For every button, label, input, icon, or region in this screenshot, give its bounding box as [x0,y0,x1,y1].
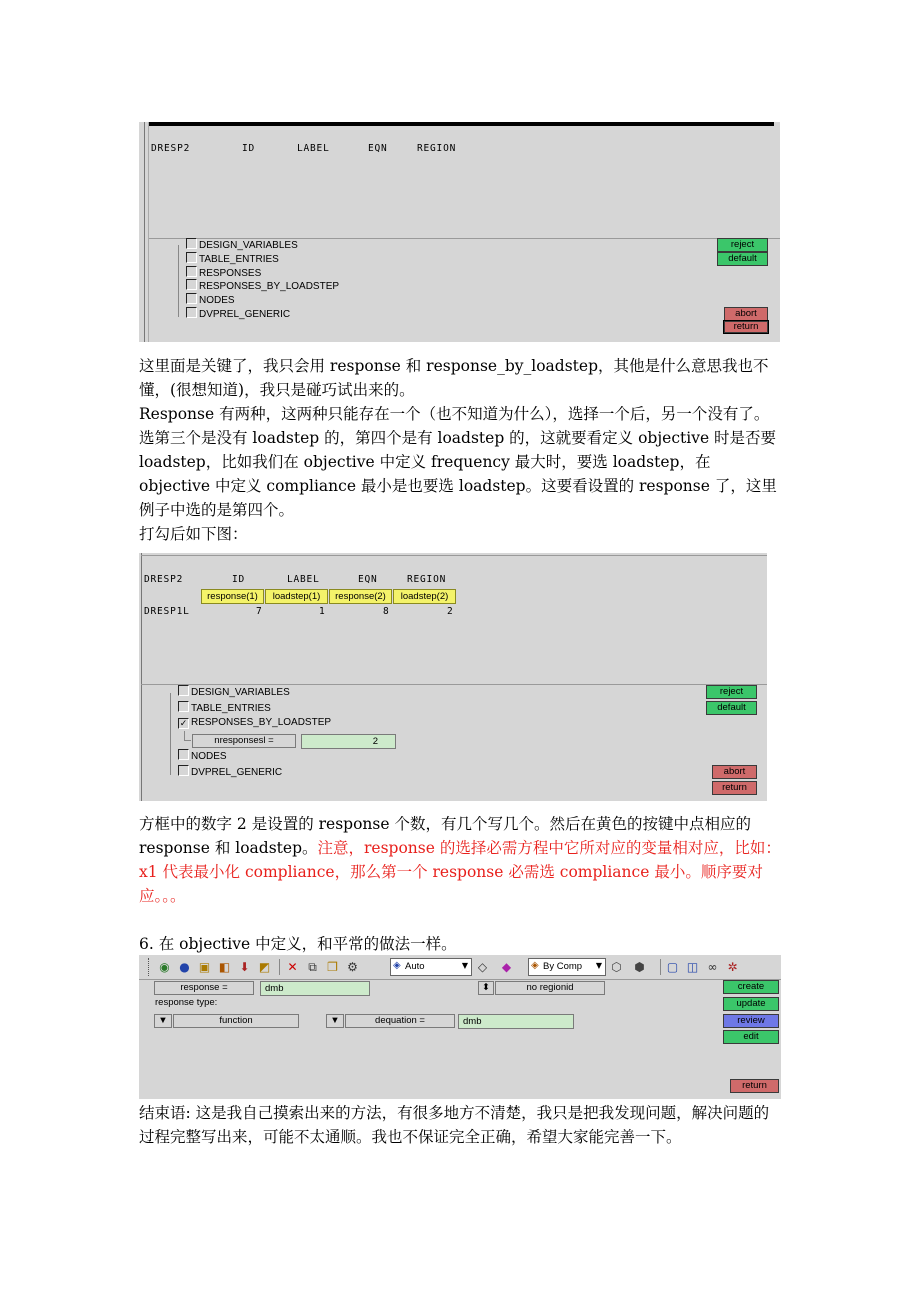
folder-icon[interactable]: ▣ [198,960,211,974]
checkbox-box[interactable] [178,685,189,696]
checkbox-design-variables[interactable] [186,238,298,251]
row-label: DRESP1L [144,606,190,617]
checkbox-dvprel-generic[interactable] [178,765,282,778]
box-icon[interactable]: ▢ [666,960,679,974]
dequation-field[interactable] [458,1014,574,1029]
toolbar-grip [148,958,151,976]
component-icon[interactable]: ● [179,960,190,974]
display-icon[interactable]: ◉ [159,960,170,974]
header-eqn: EQN [368,143,388,154]
checkbox-label: DVPREL_GENERIC [191,767,283,778]
chevron-down-icon: ▼ [595,961,602,970]
row-region: 2 [447,606,454,617]
checkbox-label: RESPONSES [199,268,262,279]
panel-left-border [141,553,142,801]
checkbox-responses[interactable] [186,266,261,279]
abort-button[interactable]: abort [712,765,757,779]
row-id: 7 [256,606,263,617]
checkbox-box[interactable] [186,238,197,249]
response-2-button[interactable]: response(2) [329,589,392,604]
note-warning-text: 注意，response 的选择必需方程中它所对应的变量相对应，比如：x1 代表最小化 compliance，那么第一个 response 必需选 compliance 最小。顺序要对应。。。 [139,839,781,905]
dresp2-objective-panel [139,955,781,1099]
response-value: dmb [265,983,284,994]
checkbox-box[interactable] [178,765,189,776]
loadstep-2-button[interactable]: loadstep(2) [393,589,456,604]
edit-button[interactable]: edit [723,1030,779,1044]
links-icon[interactable]: ∞ [707,960,718,974]
open-icon[interactable]: ◧ [218,960,231,974]
chevron-down-icon: ▼ [461,961,468,970]
tree-line [178,245,179,317]
reject-button[interactable]: reject [706,685,757,699]
panel-top-bar [149,122,774,126]
abort-button[interactable]: abort [724,307,768,321]
toolbar-separator [279,959,280,975]
bycomp-icon: ◈ [531,960,539,971]
paragraph-note [139,812,784,908]
checkbox-responses-by-loadstep[interactable] [178,717,331,730]
checkbox-box[interactable] [186,252,197,263]
nresponses-value: 2 [372,736,378,747]
nresponses-button[interactable]: nresponsesl = [192,734,296,748]
header-id: ID [232,574,246,585]
checkbox-label: DESIGN_VARIABLES [191,687,290,698]
checkbox-label: TABLE_ENTRIES [199,254,279,265]
shaded-icon[interactable]: ⬢ [634,960,645,974]
regionid-button[interactable]: no regionid [495,981,605,995]
auto-icon: ◈ [393,960,401,971]
header-region: REGION [407,574,447,585]
update-button[interactable]: update [723,997,779,1011]
dequation-toggle-icon[interactable]: ▼ [326,1014,344,1028]
default-button[interactable]: default [706,701,757,715]
checkbox-table-entries[interactable] [178,701,271,714]
region-toggle-icon[interactable]: ⬍ [478,981,494,995]
bycomp-dropdown[interactable] [528,958,606,976]
row-eqn: 8 [383,606,390,617]
panel-top-border [141,555,767,556]
checkbox-label: NODES [191,751,227,762]
pin-icon[interactable]: ⬇ [239,960,250,974]
checkbox-label: DVPREL_GENERIC [199,309,291,320]
loadstep-1-button[interactable]: loadstep(1) [265,589,328,604]
checkbox-table-entries[interactable] [186,252,279,265]
return-button[interactable]: return [724,321,768,333]
checkbox-label: NODES [199,295,235,306]
header-label: LABEL [287,574,320,585]
header-dresp2: DRESP2 [144,574,184,585]
checkbox-responses-by-loadstep[interactable] [186,279,339,292]
create-button[interactable]: create [723,980,779,994]
header-label: LABEL [297,143,330,154]
header-id: ID [242,143,256,154]
copy-icon[interactable]: ⧉ [308,960,317,974]
checkbox-nodes[interactable] [178,749,227,762]
checkbox-box[interactable] [186,279,197,290]
paragraph-response-types: Response 有两种，这两种只能存在一个（也不知道为什么），选择一个后，另一个没有了。选第三个是没有 loadstep 的，第四个是有 loadstep 的，这就要看定义 objective 时是否要 loadstep，比如我们在 objective 中定义 frequency 最大时，要选 loadstep，在 objective 中定义 compliance 最小是也要选 loadstep。这要看设置的 response 了，这里例子中选的是第四个。 [139,405,777,519]
panel-left-border-inner [148,122,149,342]
function-button[interactable]: function [173,1014,299,1028]
checkbox-label: DESIGN_VARIABLES [199,240,298,251]
response-select-button[interactable]: response = [154,981,254,995]
checkbox-box[interactable] [186,307,197,318]
checkbox-label: RESPONSES_BY_LOADSTEP [191,717,332,728]
header-eqn: EQN [358,574,378,585]
checkbox-box-checked[interactable]: ✓ [179,718,188,728]
checkbox-box[interactable] [186,293,197,304]
bycomp-label: By Comp [543,961,583,972]
checkbox-label: TABLE_ENTRIES [191,703,271,714]
default-button[interactable]: default [717,252,768,266]
function-toggle-icon[interactable]: ▼ [154,1014,172,1028]
paragraph-step6: 6. 在 objective 中定义，和平常的做法一样。 [139,935,457,953]
header-dresp2: DRESP2 [151,143,191,154]
dresp2-panel-filled [139,553,767,801]
note-text: 方框中的数字 2 是设置的 response 个数，有几个写几个。然后在黄色的按键中点相应的 response 和 loadstep。 [139,815,751,857]
mask-icon[interactable]: ◩ [258,960,271,974]
checkbox-label: RESPONSES_BY_LOADSTEP [199,281,340,292]
auto-dropdown[interactable] [390,958,472,976]
tree-branch [184,731,191,741]
response-1-button[interactable]: response(1) [201,589,264,604]
tree-line [170,693,171,775]
reject-button[interactable]: reject [717,238,768,252]
dequation-value: dmb [463,1016,482,1027]
return-button[interactable]: return [712,781,757,795]
tools-icon[interactable]: ✲ [727,960,738,974]
checkbox-box[interactable] [178,749,189,760]
checkbox-box[interactable] [186,266,197,277]
nresponses-field[interactable] [301,734,396,749]
paragraph-conclusion: 结束语: 这是我自己摸索出来的方法，有很多地方不清楚，我只是把我发现问题，解决问题的过程完整写出来，可能不太通顺。我也不保证完全正确，希望大家能完善一下。 [139,1104,770,1146]
cube-icon[interactable]: ◫ [686,960,699,974]
row-label-value: 1 [319,606,326,617]
response-field[interactable] [260,981,370,996]
checkbox-nodes[interactable] [186,293,235,306]
view-icon[interactable]: ◇ [477,960,488,974]
dequation-button[interactable]: dequation = [345,1014,455,1028]
renumber-icon[interactable]: ⚙ [347,960,358,974]
review-button[interactable]: review [723,1014,779,1028]
panel-left-border [144,122,145,342]
checkbox-dvprel-generic[interactable] [186,307,290,320]
return-button[interactable]: return [730,1079,779,1093]
organize-icon[interactable]: ❐ [327,960,338,974]
auto-label: Auto [405,961,425,972]
paragraph-after-check: 打勾后如下图： [139,525,248,543]
dresp2-panel-empty [139,122,780,342]
wireframe-icon[interactable]: ⬡ [611,960,622,974]
checkbox-design-variables[interactable] [178,685,290,698]
toolbar [139,955,781,980]
header-region: REGION [417,143,457,154]
checkbox-box[interactable] [178,701,189,712]
delete-icon[interactable]: ✕ [287,960,298,974]
toolbar-separator [660,959,661,975]
color-view-icon[interactable]: ◆ [501,960,512,974]
paragraph-key-point: 这里面是关键了，我只会用 response 和 response_by_loadstep，其他是什么意思我也不懂，(很想知道)，我只是碰巧试出来的。 [139,357,769,399]
response-type-label: response type: [155,997,218,1008]
